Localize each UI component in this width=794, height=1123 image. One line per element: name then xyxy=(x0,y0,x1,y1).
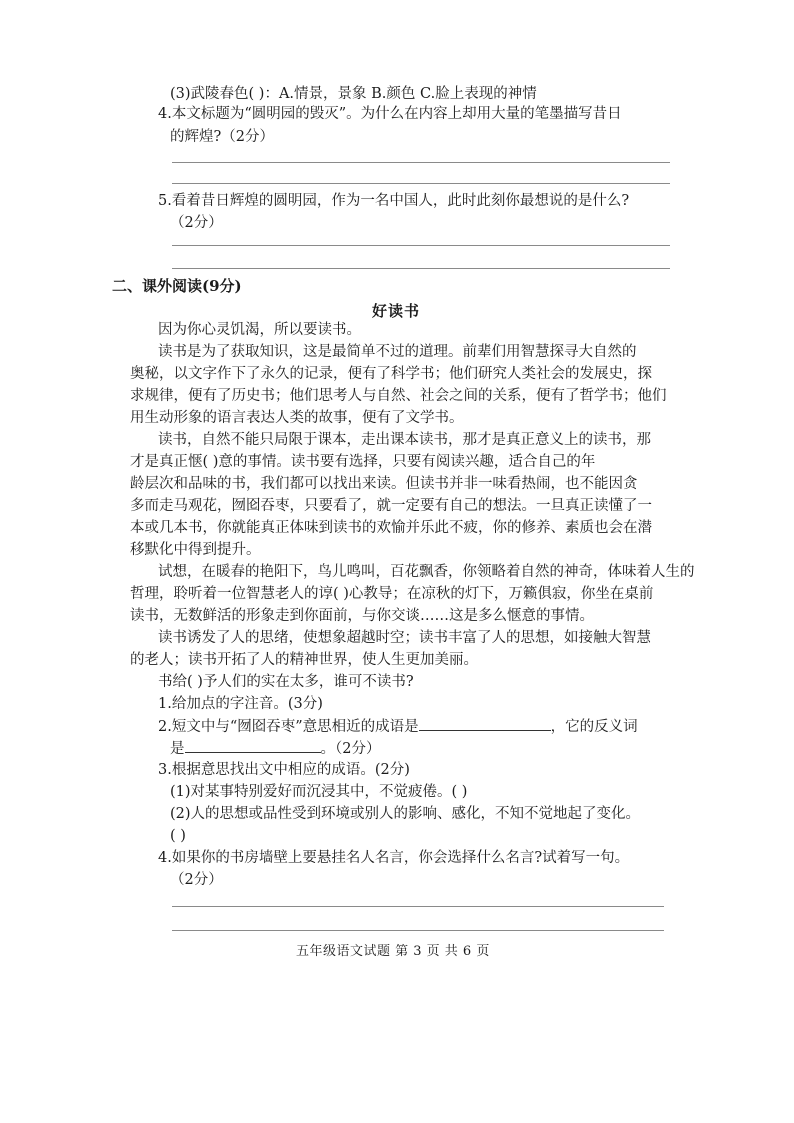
passage-line: 奥秘，以文字作下了永久的记录，便有了科学书；他们研究人类社会的发展史，探 xyxy=(130,366,652,382)
question-5-text: 5.看着昔日辉煌的圆明园，作为一名中国人，此时此刻你最想说的是什么? xyxy=(158,193,630,209)
passage-line: 哲理，聆听着一位智慧老人的谆( )心教导；在凉秋的灯下，万籁俱寂，你坐在桌前 xyxy=(130,586,654,602)
question-2-part-b: ，它的反义词 xyxy=(550,719,638,735)
question-3-options: (3)武陵春色( )：A.情景，景象 B.颜色 C.脸上表现的神情 xyxy=(170,86,537,102)
answer-line[interactable] xyxy=(172,268,670,269)
answer-blank[interactable] xyxy=(419,716,551,731)
answer-blank[interactable] xyxy=(185,738,321,753)
question-3-1: (1)对某事特别爱好而沉浸其中，不觉疲倦。( ) xyxy=(170,784,468,800)
passage-paragraph: 试想，在暖春的艳阳下，鸟儿鸣叫，百花飘香，你领略着自然的神奇，体味着人生的 xyxy=(158,564,695,580)
question-3-text: 3.根据意思找出文中相应的成语。(2分) xyxy=(158,762,410,778)
answer-line[interactable] xyxy=(172,906,664,907)
question-4-text-cont: （2分） xyxy=(170,872,223,888)
question-3-2-answer[interactable]: ( ) xyxy=(170,828,186,844)
question-1-text: 1.给加点的字注音。(3分) xyxy=(158,696,323,712)
question-4-text: 4.如果你的书房墙壁上要悬挂名人名言，你会选择什么名言?试着写一句。 xyxy=(158,850,630,866)
passage-line: 多而走马观花，囫囵吞枣，只要看了，就一定要有自己的想法。一旦真正读懂了一 xyxy=(130,498,652,514)
page-footer: 五年级语文试题 第 3 页 共 6 页 xyxy=(296,944,490,959)
passage-paragraph: 读书是为了获取知识，这是最简单不过的道理。前辈们用智慧探寻大自然的 xyxy=(158,344,637,360)
question-2-part-c: 是 xyxy=(170,741,185,757)
answer-line[interactable] xyxy=(172,183,670,184)
passage-paragraph: 读书诱发了人的思绪，使想象超越时空；读书丰富了人的思想，如接触大智慧 xyxy=(158,630,651,646)
passage-paragraph: 读书，自然不能只局限于课本，走出课本读书，那才是真正意义上的读书，那 xyxy=(158,432,651,448)
passage-paragraph: 书给( )予人们的实在太多，谁可不读书? xyxy=(158,674,414,690)
question-4-text-cont: 的辉煌?（2分） xyxy=(170,129,274,145)
answer-line[interactable] xyxy=(172,930,664,931)
passage-paragraph: 因为你心灵饥渴，所以要读书。 xyxy=(158,322,361,338)
passage-line: 移默化中得到提升。 xyxy=(130,542,261,558)
question-3-2: (2)人的思想或品性受到环境或别人的影响、感化，不知不觉地起了变化。 xyxy=(170,806,641,822)
section-title: 二、课外阅读(9分) xyxy=(112,277,242,295)
question-5-text-cont: （2分） xyxy=(170,215,223,231)
passage-line: 求规律，便有了历史书；他们思考人与自然、社会之间的关系，便有了哲学书；他们 xyxy=(130,388,667,404)
passage-line: 的老人；读书开拓了人的精神世界，使人生更加美丽。 xyxy=(130,652,478,668)
passage-line: 用生动形象的语言表达人类的故事，便有了文学书。 xyxy=(130,410,464,426)
answer-line[interactable] xyxy=(172,162,670,163)
question-2-text-cont xyxy=(170,738,380,759)
passage-line: 才是真正惬( )意的事情。读书要有选择，只要有阅读兴趣，适合自己的年 xyxy=(130,454,596,470)
passage-line: 龄层次和品味的书，我们都可以找出来读。但读书并非一味看热闹，也不能因贪 xyxy=(130,476,638,492)
question-4-text: 4.本文标题为“圆明园的毁灭”。为什么在内容上却用大量的笔墨描写昔日 xyxy=(158,106,622,122)
question-2-part-d: 。（2分） xyxy=(320,741,381,757)
answer-line[interactable] xyxy=(172,245,670,246)
passage-line: 读书，无数鲜活的形象走到你面前，与你交谈……这是多么惬意的事情。 xyxy=(130,608,594,624)
question-2-part-a: 2.短文中与“囫囵吞枣”意思相近的成语是 xyxy=(158,719,419,735)
passage-title: 好读书 xyxy=(372,302,421,320)
passage-line: 本或几本书，你就能真正体味到读书的欢愉并乐此不疲，你的修养、素质也会在潜 xyxy=(130,520,652,536)
question-2-text xyxy=(158,716,638,737)
